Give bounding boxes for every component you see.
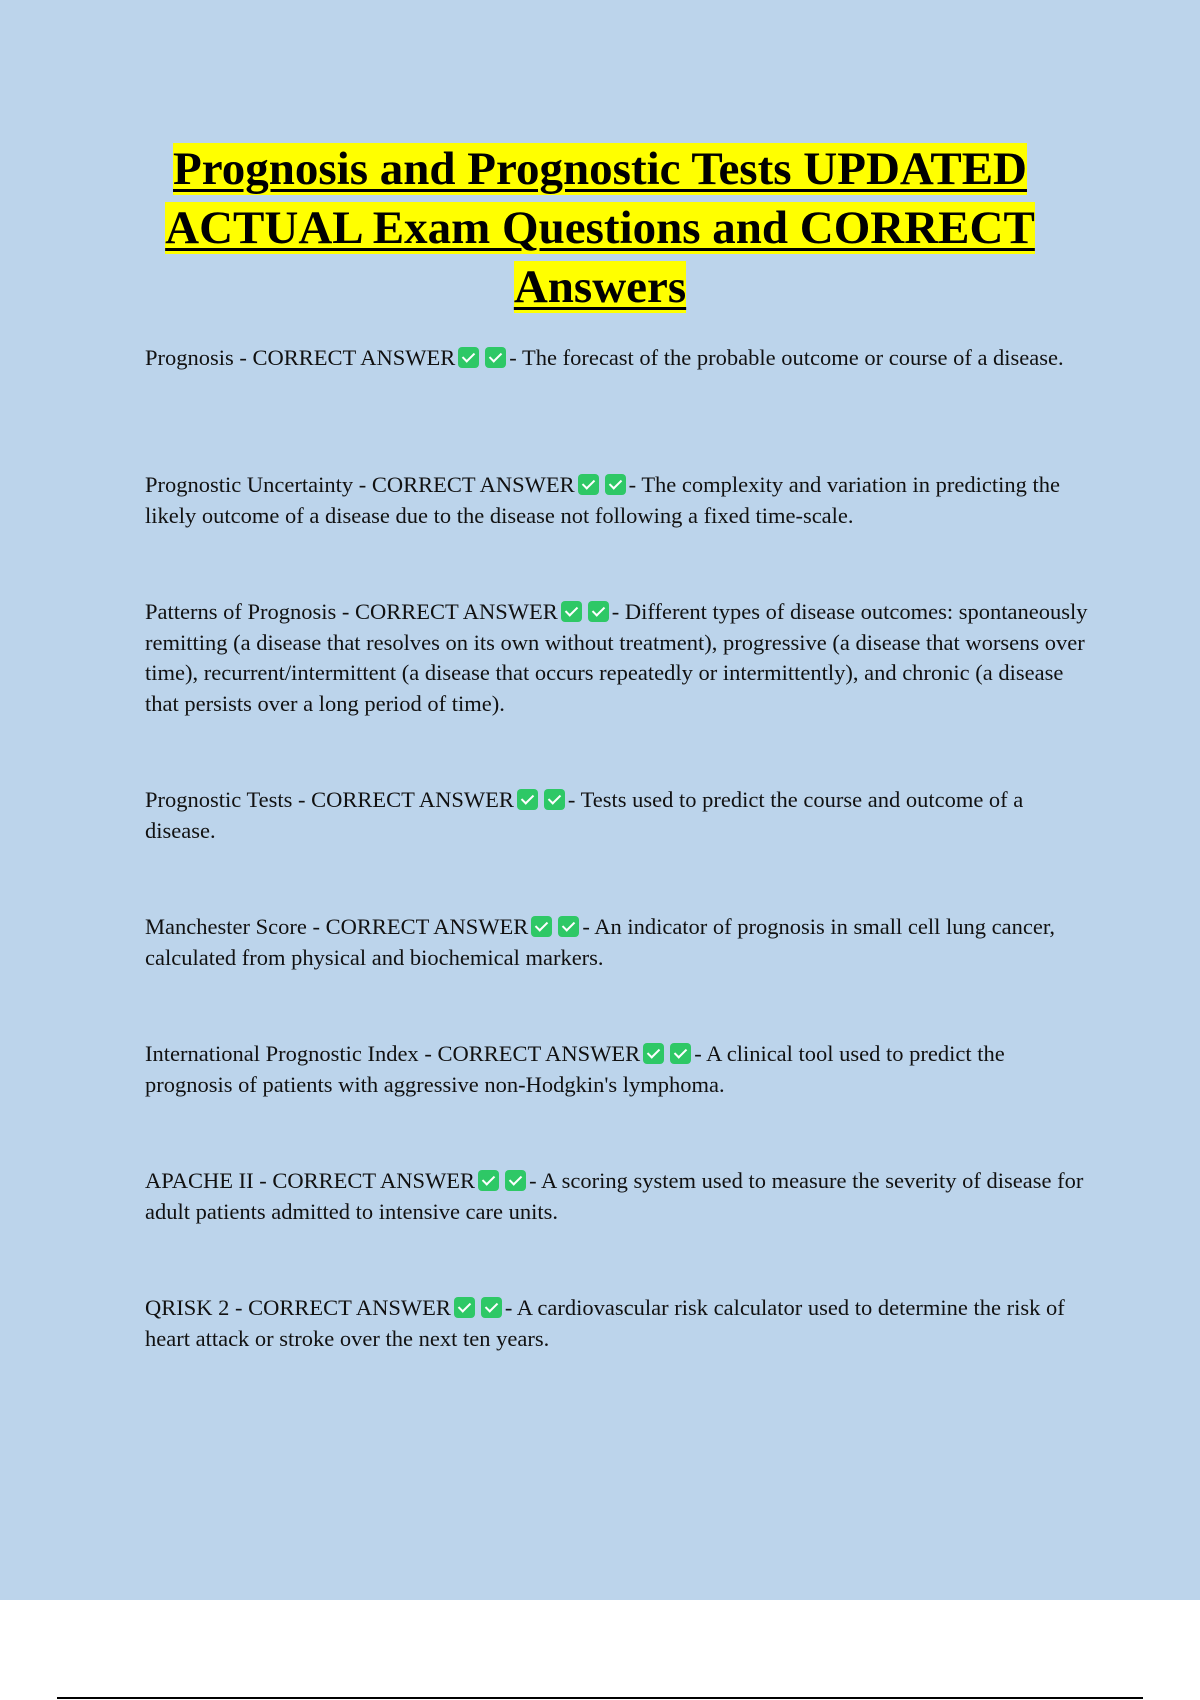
check-mark-icon: [458, 347, 479, 368]
entry-term: Patterns of Prognosis: [145, 599, 337, 624]
entry-definition: An indicator of prognosis in small cell lung cancer, calculated from physical and biochemical markers.: [145, 914, 1056, 970]
entry-marker: CORRECT ANSWER: [252, 345, 456, 370]
qa-entry: Manchester Score - CORRECT ANSWER - An indicator of prognosis in small cell lung cancer, calculated from physical and biochemical markers.: [145, 914, 1056, 970]
entry-marker: CORRECT ANSWER: [325, 914, 529, 939]
check-mark-icon: [485, 347, 506, 368]
check-mark-icon: [505, 1170, 526, 1191]
entry-marker: CORRECT ANSWER: [311, 787, 514, 812]
footer-rule: [57, 1697, 1143, 1699]
check-mark-icon: [605, 474, 626, 495]
check-mark-icon: [558, 916, 579, 937]
qa-entry: Patterns of Prognosis - CORRECT ANSWER - Different types of disease outcomes: spontaneously remitting (a disease that resolves on its own without treatment), progressive (a disease that worsens over time), recurrent/intermittent (a disease that occurs repeatedly or intermittently), and chronic (a disease that persists over a long period of time).: [145, 599, 1088, 716]
check-mark-icon: [478, 1170, 499, 1191]
entry-definition: A cardiovascular risk calculator used to determine the risk of heart attack or stroke over the next ten years.: [145, 1295, 1065, 1351]
entry-marker: CORRECT ANSWER: [272, 1168, 476, 1193]
entry-marker: CORRECT ANSWER: [355, 599, 558, 624]
entry-definition: The complexity and variation in predicting the likely outcome of a disease due to the disease not following a fixed time-scale.: [145, 472, 1060, 528]
qa-entry: International Prognostic Index - CORRECT ANSWER - A clinical tool used to predict the prognosis of patients with aggressive non-Hodgkin's lymphoma.: [145, 1041, 1005, 1097]
entry-marker: CORRECT ANSWER: [248, 1295, 451, 1320]
check-mark-icon: [670, 1043, 691, 1064]
entry-term: International Prognostic Index: [145, 1041, 419, 1066]
entry-term: Prognosis: [145, 345, 234, 370]
qa-list: [145, 343, 1090, 1420]
check-mark-icon: [578, 474, 599, 495]
qa-entry: Prognostic Uncertainty - CORRECT ANSWER - The complexity and variation in predicting the likely outcome of a disease due to the disease not following a fixed time-scale.: [145, 472, 1060, 528]
qa-entry: APACHE II - CORRECT ANSWER - A scoring system used to measure the severity of disease for adult patients admitted to intensive care units.: [145, 1168, 1084, 1224]
entry-term: Manchester Score: [145, 914, 307, 939]
qa-entry: Prognostic Tests - CORRECT ANSWER - Tests used to predict the course and outcome of a disease.: [145, 787, 1024, 843]
check-mark-icon: [531, 916, 552, 937]
entry-marker: CORRECT ANSWER: [437, 1041, 641, 1066]
check-mark-icon: [643, 1043, 664, 1064]
document-title: Prognosis and Prognostic Tests UPDATED ACTUAL Exam Questions and CORRECT Answers: [165, 143, 1035, 313]
check-mark-icon: [454, 1297, 475, 1318]
check-mark-icon: [561, 601, 582, 622]
entry-term: QRISK 2: [145, 1295, 230, 1320]
qa-entry: Prognosis - CORRECT ANSWER - The forecast of the probable outcome or course of a disease.: [145, 345, 1064, 370]
entry-marker: CORRECT ANSWER: [371, 472, 575, 497]
qa-entry: QRISK 2 - CORRECT ANSWER - A cardiovascular risk calculator used to determine the risk of heart attack or stroke over the next ten years.: [145, 1295, 1065, 1351]
check-mark-icon: [588, 601, 609, 622]
entry-term: Prognostic Uncertainty: [145, 472, 354, 497]
entry-definition: A scoring system used to measure the severity of disease for adult patients admitted to intensive care units.: [145, 1168, 1084, 1224]
check-mark-icon: [481, 1297, 502, 1318]
check-mark-icon: [517, 789, 538, 810]
entry-term: Prognostic Tests: [145, 787, 293, 812]
entry-definition: A clinical tool used to predict the prognosis of patients with aggressive non-Hodgkin's lymphoma.: [145, 1041, 1005, 1097]
entry-definition: Tests used to predict the course and outcome of a disease.: [145, 787, 1024, 843]
entry-definition: Different types of disease outcomes: spontaneously remitting (a disease that resolves on its own without treatment), progressive (a disease that worsens over time), recurrent/intermittent (a disease that occurs repeatedly or intermittently), and chronic (a disease that persists over a long period of time).: [145, 599, 1088, 716]
check-mark-icon: [544, 789, 565, 810]
entry-term: APACHE II: [145, 1168, 254, 1193]
entry-definition: The forecast of the probable outcome or course of a disease.: [522, 345, 1064, 370]
